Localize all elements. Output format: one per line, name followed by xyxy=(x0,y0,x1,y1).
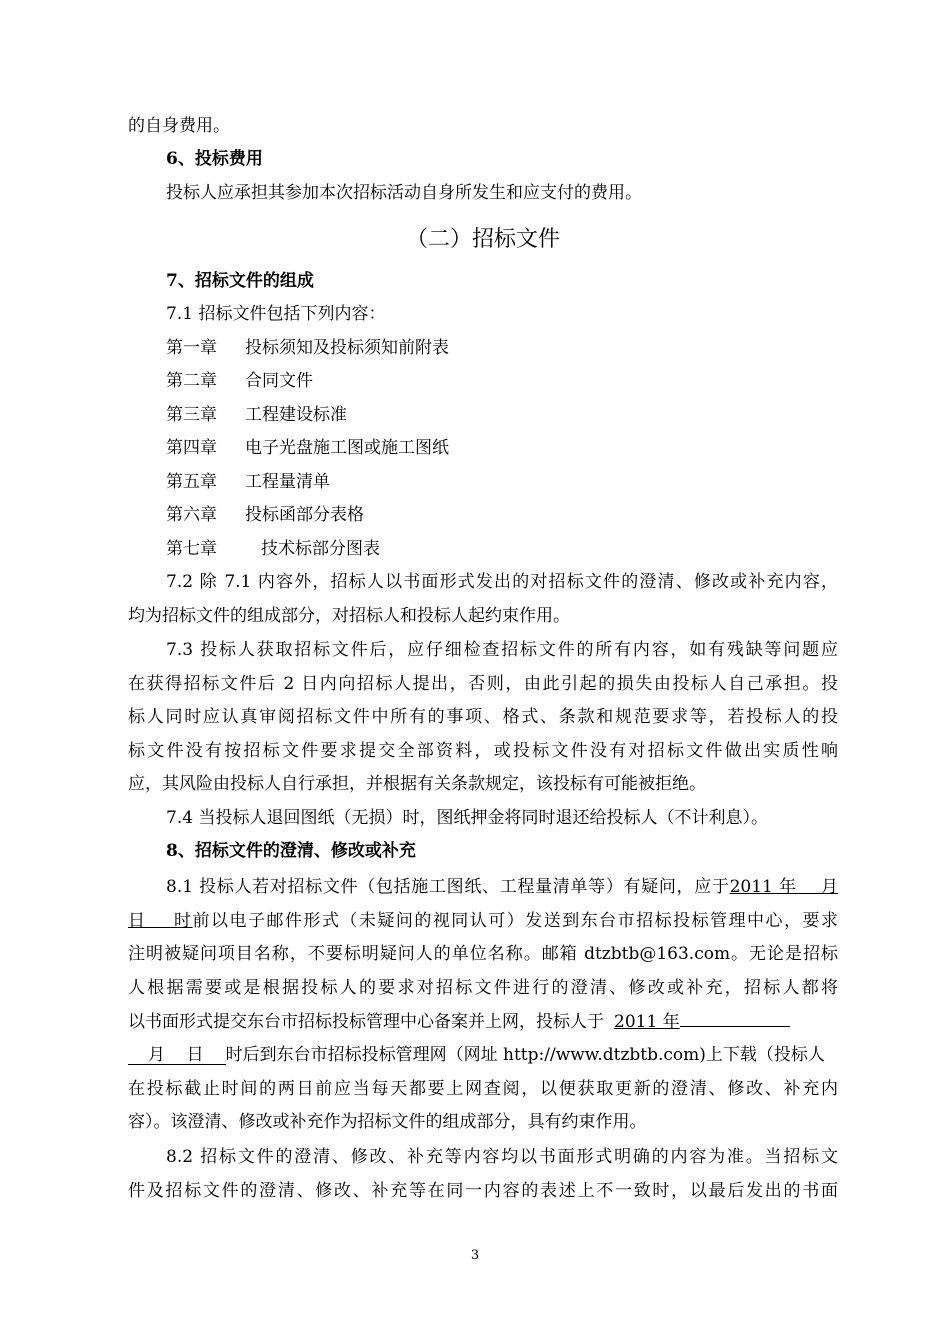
paragraph-7-3-line: 标人同时应认真审阅招标文件中所有的事项、格式、条款和规范要求等，若投标人的投 xyxy=(128,707,838,727)
paragraph-8-1-line: 容）。该澄清、修改或补充作为招标文件的组成部分，具有约束作用。 xyxy=(128,1112,647,1132)
chapter-number: 第五章 xyxy=(166,472,217,492)
chapter-item xyxy=(166,438,838,458)
chapter-title: 技术标部分图表 xyxy=(261,539,380,559)
continued-text: 的自身费用。 xyxy=(128,116,230,136)
paragraph-7-4: 7.4 当投标人退回图纸（无损）时，图纸押金将同时退还给投标人（不计利息）。 xyxy=(166,808,768,828)
paragraph-7-3-line: 在获得招标文件后 2 日内向招标人提出，否则，由此引起的损失由投标人自己承担。投 xyxy=(128,674,838,694)
chapter-item xyxy=(166,405,838,425)
chapter-title: 投标须知及投标须知前附表 xyxy=(245,338,449,358)
chapter-number: 第四章 xyxy=(166,438,217,458)
paragraph-8-2-line: 8.2 招标文件的澄清、修改、补充等内容均以书面形式明确的内容为准。当招标文 xyxy=(166,1147,838,1167)
date-blank-line xyxy=(680,1025,790,1027)
chapter-item xyxy=(166,539,838,559)
paragraph-text: 以书面形式提交东台市招标投标管理中心备案并上网，投标人于 xyxy=(128,1012,604,1032)
paragraph-8-2-line: 件及招标文件的澄清、修改、补充等在同一内容的表述上不一致时，以最后发出的书面 xyxy=(128,1181,838,1201)
chapter-title: 合同文件 xyxy=(245,371,313,391)
paragraph-8-1-line: 在投标截止时间的两日前应当每天都要上网查阅，以便获取更新的澄清、修改、补充内 xyxy=(128,1079,838,1099)
paragraph-8-1-line xyxy=(128,1012,838,1032)
paragraph-8-1-line xyxy=(128,911,838,931)
time-blank: 月 日 xyxy=(128,1046,226,1065)
paragraph-7-3-line: 7.3 投标人获取招标文件后，应仔细检查招标文件的所有内容，如有残缺等问题应 xyxy=(166,640,838,660)
chapter-item xyxy=(166,472,838,492)
paragraph-7-1: 7.1 招标文件包括下列内容： xyxy=(166,304,386,324)
page-number: 3 xyxy=(470,1248,480,1263)
chapter-title: 工程建设标准 xyxy=(245,405,347,425)
chapter-title: 工程量清单 xyxy=(245,472,330,492)
paragraph-8-1-line: 人根据需要或是根据投标人的要求对招标文件进行的澄清、修改或补充，招标人都将 xyxy=(128,978,838,998)
heading-7: 7、招标文件的组成 xyxy=(166,271,314,291)
time-blank: 日 时 xyxy=(128,911,193,931)
paragraph-7-3-line: 标文件没有按招标文件要求提交全部资料，或投标文件没有对招标文件做出实质性响 xyxy=(128,741,838,761)
chapter-title: 电子光盘施工图或施工图纸 xyxy=(245,438,449,458)
chapter-item xyxy=(166,338,838,358)
paragraph-text: 时后到东台市招标投标管理网（网址 http://www.dtzbtb.com)上下载（投标人 xyxy=(225,1045,825,1065)
chapter-number: 第二章 xyxy=(166,371,217,391)
paragraph-7-2-line: 7.2 除 7.1 内容外，招标人以书面形式发出的对招标文件的澄清、修改或补充内容， xyxy=(166,572,838,592)
paragraph-7-2-line: 均为招标文件的组成部分，对招标人和投标人起约束作用。 xyxy=(128,606,570,626)
paragraph-7-3-line: 应，其风险由投标人自行承担，并根据有关条款规定，该投标有可能被拒绝。 xyxy=(128,774,706,794)
paragraph-8-1-line xyxy=(166,877,838,897)
heading-8: 8、招标文件的澄清、修改或补充 xyxy=(166,841,416,861)
paragraph-text: 8.1 投标人若对招标文件（包括施工图纸、工程量清单等）有疑问，应于 xyxy=(166,877,730,897)
chapter-item xyxy=(166,505,838,525)
section-title: （二）招标文件 xyxy=(405,227,560,252)
chapter-number: 第三章 xyxy=(166,405,217,425)
paragraph-8-1-line: 注明被疑问项目名称，不要标明疑问人的单位名称。邮箱 dtzbtb@163.com。无论是招标 xyxy=(128,944,838,964)
chapter-item xyxy=(166,371,838,391)
chapter-number: 第七章 xyxy=(166,539,217,559)
chapter-number: 第六章 xyxy=(166,505,217,525)
paragraph-6: 投标人应承担其参加本次招标活动自身所发生和应支付的费用。 xyxy=(166,183,642,203)
chapter-number: 第一章 xyxy=(166,338,217,358)
chapter-title: 投标函部分表格 xyxy=(245,505,364,525)
heading-6: 6、投标费用 xyxy=(166,149,263,169)
date-blank: 2011 年 月 xyxy=(729,877,838,897)
date-blank: 2011 年 xyxy=(614,1012,680,1032)
paragraph-8-1-line xyxy=(128,1045,838,1065)
paragraph-text: 前以电子邮件形式（未疑问的视同认可）发送到东台市招标投标管理中心，要求 xyxy=(192,911,838,931)
